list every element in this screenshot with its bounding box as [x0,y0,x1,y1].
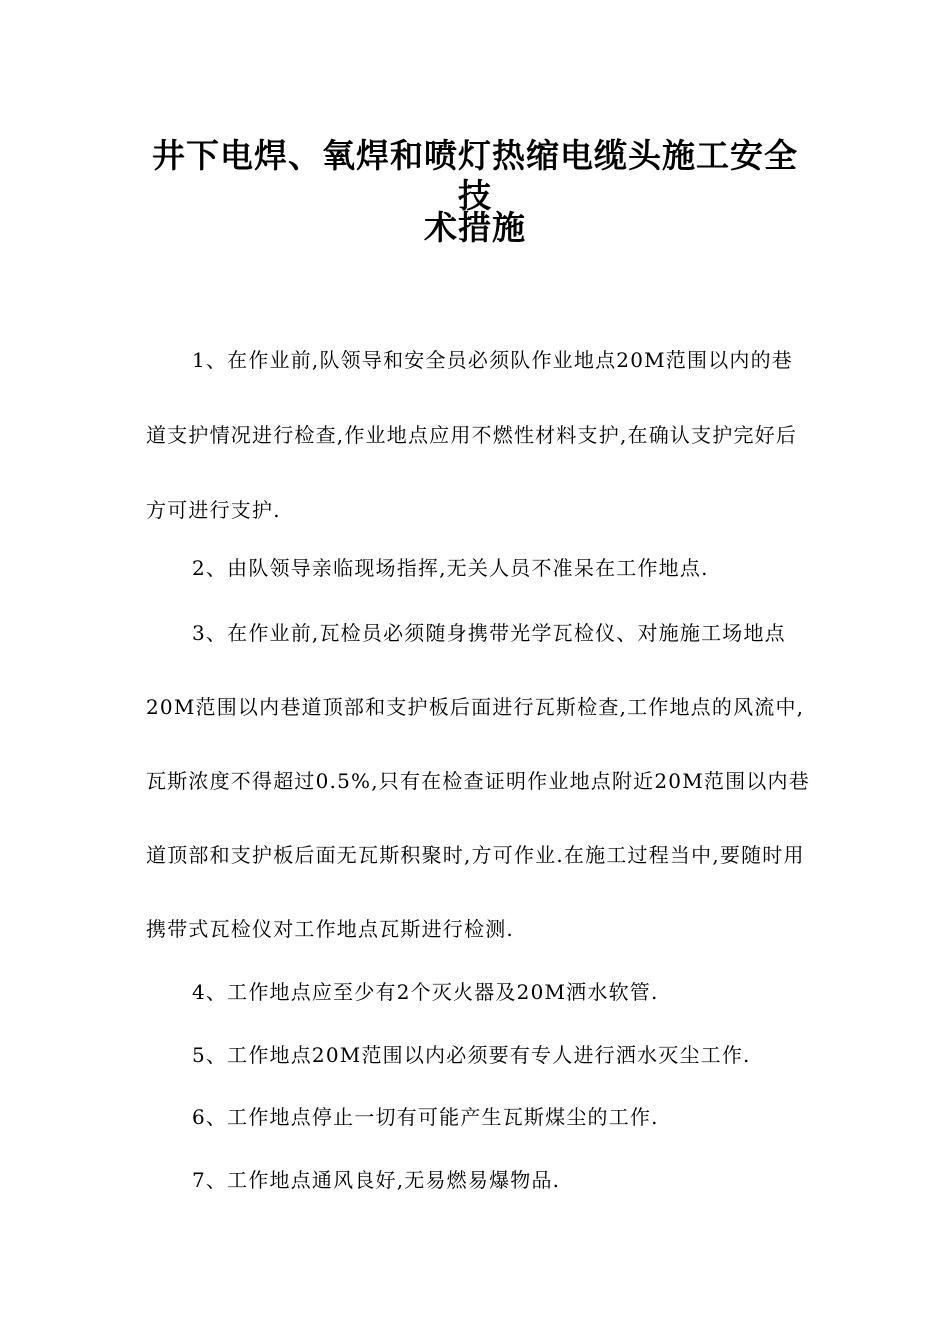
paragraph-6: 6、工作地点停止一切有可能产生瓦斯煤尘的工作. [192,1105,659,1129]
paragraph-2: 2、由队领导亲临现场指挥,无关人员不准呆在工作地点. [192,556,709,580]
paragraph-7: 7、工作地点通风良好,无易燃易爆物品. [192,1168,561,1192]
paragraph-1: 1、在作业前,队领导和安全员必须队作业地点20M范围以内的巷道支护情况进行检查,作业地点应用不燃性材料支护,在确认支护完好后方可进行支护. [146,348,798,522]
paragraph-4: 4、工作地点应至少有2个灭火器及20M洒水软管. [192,980,659,1004]
paragraph-5: 5、工作地点20M范围以内必须要有专人进行洒水灭尘工作. [192,1043,751,1067]
document-title-line-1: 井下电焊、氧焊和喷灯热缩电缆头施工安全技 [152,136,798,215]
paragraph-3: 3、在作业前,瓦检员必须随身携带光学瓦检仪、对施施工场地点20M范围以内巷道顶部和支护板后面进行瓦斯检查,工作地点的风流中,瓦斯浓度不得超过0.5%,只有在检查证明作业地点附近20M范围以内巷道顶部和支护板后面无瓦斯积聚时,方可作业.在施工过程当中,要随时用携带式瓦检仪对工作地点瓦斯进行检测. [146,621,810,941]
document-title-line-2: 术措施 [424,208,526,247]
